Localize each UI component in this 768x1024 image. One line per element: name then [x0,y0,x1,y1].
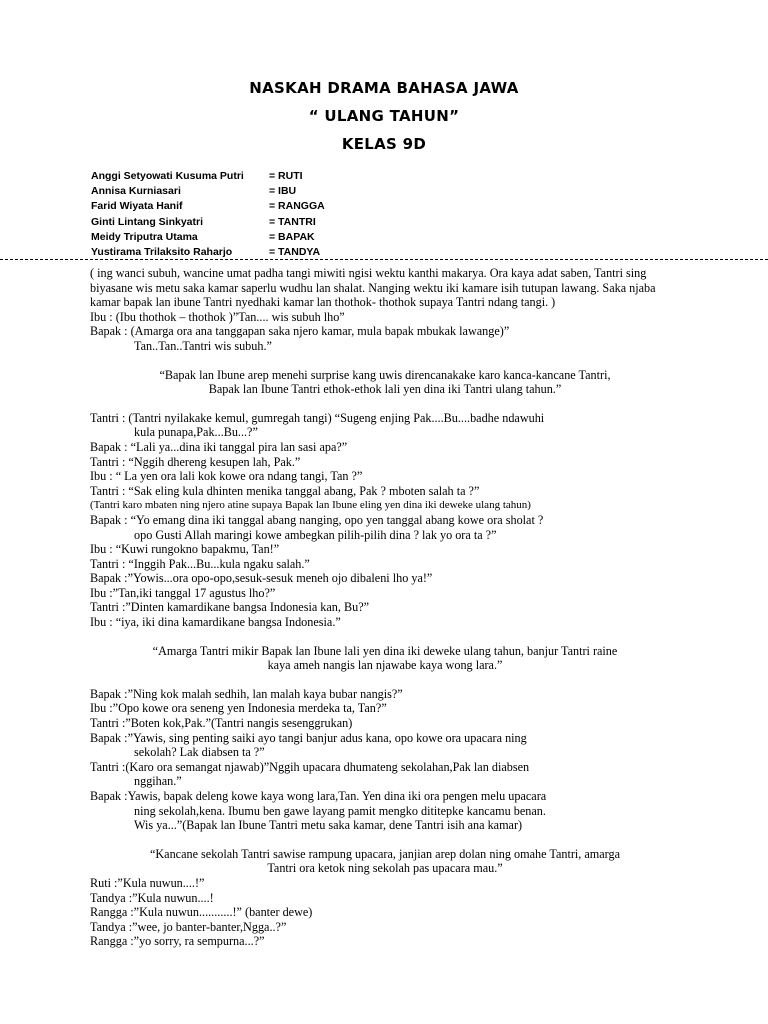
dialogue-line: Bapak : “Yo emang dina iki tanggal abang nanging, opo yen tanggal abang kowe ora sholat ? [90,512,544,527]
spacer [90,833,680,847]
dialogue-line-continued: ning sekolah,kena. Ibumu ben gawe layang pamit mengko dititepke kancamu benan. [134,803,546,818]
document-title: NASKAH DRAMA BAHASA JAWA [249,79,519,97]
spacer [90,354,680,368]
spacer [90,397,680,411]
dialogue-line: Tantri : “Nggih dhereng kesupen lah, Pak.” [90,454,301,469]
cast-list [91,169,325,260]
dialogue-line: Bapak : (Amarga ora ana tanggapan saka njero kamar, mula bapak mbukak lawange)” [90,324,510,339]
dialogue-line-continued: opo Gusti Allah maringi kowe ambegkan pilih-pilih dina ? lak yo ora ta ?” [134,527,497,542]
cast-role: = RANGGA [269,200,325,213]
dialogue-line: Tantri : “Inggih Pak...Bu...kula ngaku salah.” [90,556,310,571]
stage-direction: (Tantri karo mbaten ning njero atine supaya Bapak lan Ibune eling yen dina iki deweke ulang tahun) [90,499,531,512]
cast-row [91,230,325,245]
narration-line: Tantri ora ketok ning sekolah pas upacara mau.” [267,861,503,876]
title-block [0,74,768,158]
dialogue-line-continued: Wis ya...”(Bapak lan Ibune Tantri metu saka kamar, dene Tantri isih ana kamar) [134,818,523,833]
narration-line: “Amarga Tantri mikir Bapak lan Ibune lali yen dina iki deweke ulang tahun, banjur Tantri raine [152,643,618,658]
dialogue-line: Ibu :”Tan,iki tanggal 17 agustus lho?” [90,585,276,600]
cast-name: Anggi Setyowati Kusuma Putri [91,170,244,182]
narration-line: “Bapak lan Ibune arep menehi surprise kang uwis direncanakake karo kanca-kancane Tantri, [159,367,611,382]
cast-role: = RUTI [269,170,303,182]
dialogue-line: Ibu : (Ibu thothok – thothok )”Tan.... wis subuh lho” [90,309,345,324]
dialogue-line: Bapak :Yawis, bapak deleng kowe kaya wong lara,Tan. Yen dina iki ora pengen melu upacara [90,789,547,803]
cast-role: = BAPAK [269,230,315,243]
cast-row [91,199,325,214]
class-label: KELAS 9D [341,135,427,153]
dialogue-line: Tantri : (Tantri nyilakake kemul, gumregah tangi) “Sugeng enjing Pak....Bu....badhe ndawuhi [90,410,545,425]
narration-line: kaya ameh nangis lan njawabe kaya wong lara.” [267,658,503,673]
dialogue-line-continued: kula punapa,Pak...Bu...?” [134,425,258,440]
dialogue-line: Tantri : “Sak eling kula dhinten menika tanggal abang, Pak ? mboten salah ta ?” [90,483,480,498]
dialogue-line: Ibu :”Opo kowe ora seneng yen Indonesia merdeka ta, Tan?” [90,701,387,716]
dialogue-line: Tantri :”Dinten kamardikane bangsa Indonesia kan, Bu?” [90,600,370,615]
cast-name: Meidy Triputra Utama [91,230,198,243]
dialogue-line-continued: Tan..Tan..Tantri wis subuh.” [134,338,272,353]
spacer [90,673,680,687]
script-body [90,266,680,949]
cast-name: Farid Wiyata Hanif [91,200,183,213]
dialogue-line: Ibu : “ La yen ora lali kok kowe ora ndang tangi, Tan ?” [90,469,363,484]
cast-row [91,184,325,199]
dashed-divider [0,259,768,260]
dialogue-line: Bapak : “Lali ya...dina iki tanggal pira lan sasi apa?” [90,439,348,454]
narration-line: Bapak lan Ibune Tantri ethok-ethok lali yen dina iki Tantri ulang tahun.” [208,382,562,397]
drama-title: “ ULANG TAHUN” [308,107,460,125]
dialogue-line: Bapak :”Yowis...ora opo-opo,sesuk-sesuk meneh ojo dibaleni lho ya!” [90,571,433,586]
cast-row [91,215,325,230]
cast-name: Ginti Lintang Sinkyatri [91,215,204,228]
dialogue-line-continued: sekolah? Lak diabsen ta ?” [134,745,265,760]
cast-name: Annisa Kurniasari [91,185,181,198]
dialogue-line: Tantri :”Boten kok,Pak.”(Tantri nangis sesenggrukan) [90,716,353,731]
dialogue-line: Bapak :”Ning kok malah sedhih, lan malah kaya bubar nangis?” [90,686,403,701]
dialogue-line: Ruti :”Kula nuwun....!” [90,875,205,890]
stage-direction-intro: ( ing wanci subuh, wancine umat padha tangi miwiti ngisi wektu kanthi makarya. Ora kaya adat saben, Tantri sing biyasane wis metu saka kamar saperlu wudhu lan shalat. Nanging wektu iki kamare isih tutupan lawang. Saka njaba kamar bapak lan ibune Tantri nyedhaki kamar lan thothok- thothok supaya Tantri ndang tangi. ) [90,266,656,310]
dialogue-line: Rangga :”Kula nuwun...........!” (banter dewe) [90,905,313,920]
cast-row [91,245,325,260]
dialogue-line: Tandya :”Kula nuwun....! [90,890,214,905]
dialogue-line-continued: nggihan.” [134,774,182,789]
dialogue-line: Rangga :”yo sorry, ra sempurna...?” [90,934,265,949]
cast-row [91,169,325,184]
cast-role: = TANDYA [269,245,321,258]
cast-name: Yustirama Trilaksito Raharjo [91,245,233,258]
cast-role: = IBU [269,185,297,198]
narration-line: “Kancane sekolah Tantri sawise rampung upacara, janjian arep dolan ning omahe Tantri, amarga [149,846,621,861]
dialogue-line: Tandya :”wee, jo banter-banter,Ngga..?” [90,919,287,934]
dialogue-line: Bapak :”Yawis, sing penting saiki ayo tangi banjur adus kana, opo kowe ora upacara ning [90,730,527,745]
spacer [90,630,680,644]
dialogue-line: Ibu : “iya, iki dina kamardikane bangsa Indonesia.” [90,615,341,630]
dialogue-line: Tantri :(Karo ora semangat njawab)”Nggih upacara dhumateng sekolahan,Pak lan diabsen [90,759,530,774]
dialogue-line: Ibu : “Kuwi rungokno bapakmu, Tan!” [90,542,280,557]
cast-role: = TANTRI [269,215,316,228]
